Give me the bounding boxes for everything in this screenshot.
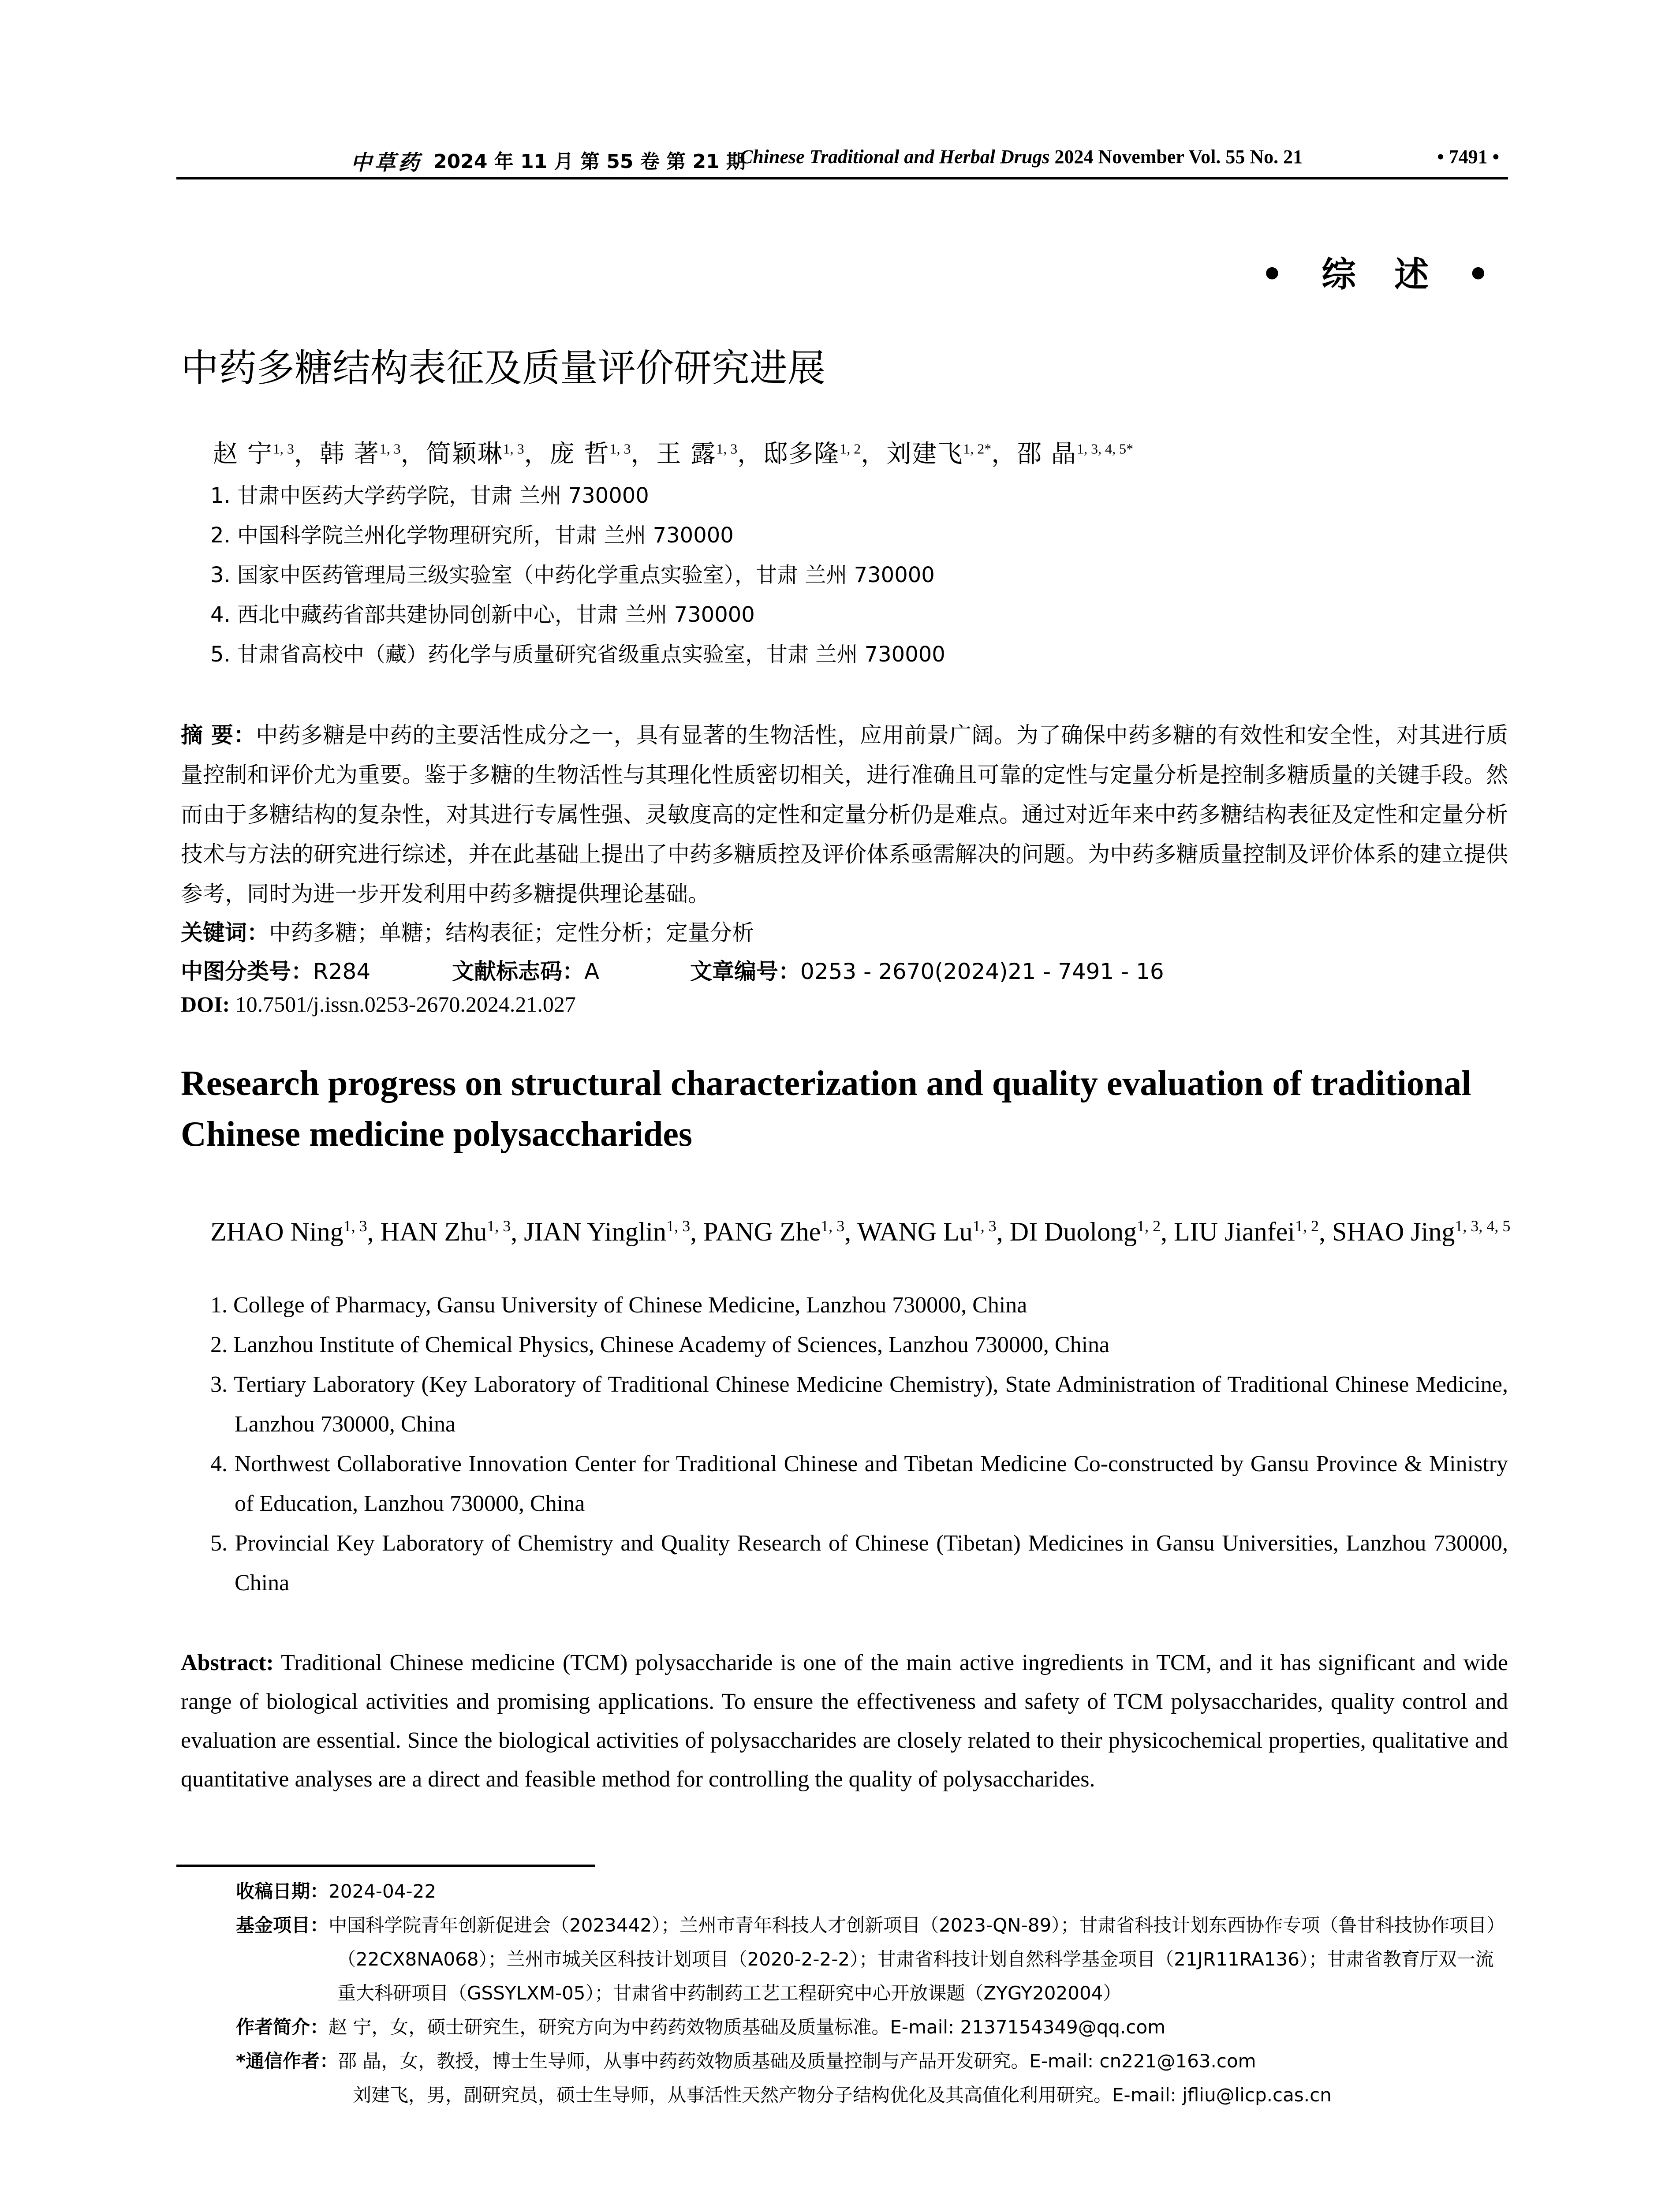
en-author-name: PANG Zhe bbox=[703, 1217, 821, 1246]
affiliation-en-2 bbox=[210, 1325, 1508, 1365]
en-author-affiliation-mark: 1, 2 bbox=[1295, 1217, 1319, 1235]
affiliation-en-5 bbox=[210, 1524, 1508, 1603]
affiliation-en-2-text: 2. Lanzhou Institute of Chemical Physics, Chinese Academy of Sciences, Lanzhou 730000, China bbox=[210, 1332, 1110, 1357]
cn-author-affiliation-mark: 1, 2* bbox=[963, 441, 992, 457]
abstract-cn bbox=[181, 715, 1508, 914]
footnote-funding bbox=[236, 1908, 1508, 2010]
affiliation-en-3 bbox=[210, 1365, 1508, 1444]
running-header bbox=[176, 142, 1499, 177]
en-author-name: SHAO Jing bbox=[1332, 1217, 1455, 1246]
en-author-name: JIAN Yinglin bbox=[524, 1217, 667, 1246]
footnote-corresponding bbox=[236, 2044, 1508, 2078]
received-date: 2024-04-22 bbox=[329, 1880, 437, 1902]
affiliation-cn-1: 1. 甘肃中医药大学药学院，甘肃 兰州 730000 bbox=[210, 483, 649, 508]
affiliation-en-4 bbox=[210, 1444, 1508, 1524]
footnote-corresponding-2: 刘建飞，男，副研究员，硕士生导师，从事活性天然产物分子结构优化及其高值化利用研究。E-mail: jfliu@licp.cas.cn bbox=[353, 2084, 1332, 2106]
article-no-value: 0253 - 2670(2024)21 - 7491 - 16 bbox=[800, 959, 1164, 984]
journal-name-en: Chinese Traditional and Herbal Drugs bbox=[740, 146, 1050, 168]
abstract-cn-label: 摘 要： bbox=[181, 722, 256, 748]
en-author-affiliation-mark: 1, 3 bbox=[343, 1217, 367, 1235]
en-author-affiliation-mark: 1, 2 bbox=[1137, 1217, 1161, 1235]
page-number: • 7491 • bbox=[1437, 146, 1499, 168]
en-author-name: WANG Lu bbox=[857, 1217, 973, 1246]
en-author-name: HAN Zhu bbox=[380, 1217, 487, 1246]
classification-line bbox=[181, 954, 1164, 986]
received-label: 收稿日期： bbox=[236, 1880, 329, 1902]
keywords-cn bbox=[181, 915, 754, 947]
cn-author-affiliation-mark: 1, 3, 4, 5* bbox=[1077, 441, 1134, 457]
affiliation-en-1-text: 1. College of Pharmacy, Gansu University of Chinese Medicine, Lanzhou 730000, China bbox=[210, 1293, 1027, 1318]
footnote-author-bio bbox=[236, 2010, 1508, 2044]
authors-en: ZHAO Ning$^{1, 3}$, HAN Zhu$^{1, 3}$, JIAN Yinglin$^{1, 3}$, PANG Zhe$^{1, 3}$, WANG Lu$^{1, 3}$, DI Duolong$^{1, 2}$, LIU Jianfei$^{1, 2}$, SHAO Jing$^{1, 3, 4, 5}$ bbox=[210, 1217, 1511, 1246]
clc-label: 中图分类号： bbox=[181, 959, 313, 984]
cn-author-affiliation-mark: 1, 3 bbox=[379, 441, 401, 457]
funding-label: 基金项目： bbox=[236, 1914, 329, 1936]
doi-line bbox=[181, 991, 576, 1017]
affiliation-en-5-text: 5. Provincial Key Laboratory of Chemistry and Quality Research of Chinese (Tibetan) Medicines in Gansu Universities, Lanzhou 730000, China bbox=[210, 1531, 1508, 1596]
cn-author-affiliation-mark: 1, 3 bbox=[716, 441, 738, 457]
doc-code-value: A bbox=[584, 959, 600, 984]
affiliation-cn-2: 2. 中国科学院兰州化学物理研究所，甘肃 兰州 730000 bbox=[210, 523, 734, 548]
issue-number-en: 2024 November Vol. 55 No. 21 bbox=[1054, 146, 1303, 168]
en-author-affiliation-mark: 1, 3 bbox=[487, 1217, 511, 1235]
doc-code-label: 文献标志码： bbox=[452, 959, 584, 984]
cn-author-name: 王 露 bbox=[656, 440, 717, 468]
affiliation-en-4-text: 4. Northwest Collaborative Innovation Center for Traditional Chinese and Tibetan Medicine Co-constructed by Gansu Province & Ministry of Education, Lanzhou 730000, China bbox=[210, 1451, 1508, 1516]
corresponding-text-1: 邵 晶，女，教授，博士生导师，从事中药药效物质基础及质量控制与产品开发研究。E-mail: cn221@163.com bbox=[338, 2050, 1256, 2072]
title-cn: 中药多糖结构表征及质量评价研究进展 bbox=[181, 346, 825, 390]
cn-author-affiliation-mark: 1, 3 bbox=[273, 441, 294, 457]
article-no-label: 文章编号： bbox=[690, 959, 800, 984]
authors-cn: 赵 宁$^{1, 3}$，韩 著$^{1, 3}$，简颖琳$^{1, 3}$，庞 哲$^{1, 3}$，王 露$^{1, 3}$，邸多隆$^{1, 2}$，刘建飞$^{1, 2*}$，邵 晶$^{1, 3, 4, 5*}$ bbox=[213, 440, 1134, 468]
en-author-affiliation-mark: 1, 3 bbox=[972, 1217, 997, 1235]
header-rule bbox=[176, 177, 1508, 179]
clc-value: R284 bbox=[313, 959, 371, 984]
keywords-cn-label: 关键词： bbox=[181, 920, 269, 946]
section-tag: • 综 述 • bbox=[1261, 255, 1503, 295]
cn-author-affiliation-mark: 1, 3 bbox=[503, 441, 524, 457]
en-author-name: DI Duolong bbox=[1009, 1217, 1137, 1246]
doi-value: 10.7501/j.issn.0253-2670.2024.21.027 bbox=[235, 992, 576, 1017]
affiliation-en-1 bbox=[210, 1286, 1508, 1325]
cn-author-name: 刘建飞 bbox=[886, 440, 963, 468]
en-author-name: LIU Jianfei bbox=[1174, 1217, 1295, 1246]
abstract-cn-text: 中药多糖是中药的主要活性成分之一，具有显著的生物活性，应用前景广阔。为了确保中药多糖的有效性和安全性，对其进行质量控制和评价尤为重要。鉴于多糖的生物活性与其理化性质密切相关，进行准确且可靠的定性与定量分析是控制多糖质量的关键手段。然而由于多糖结构的复杂性，对其进行专属性强、灵敏度高的定性和定量分析仍是难点。通过对近年来中药多糖结构表征及定性和定量分析技术与方法的研究进行综述，并在此基础上提出了中药多糖质控及评价体系亟需解决的问题。为中药多糖质量控制及评价体系的建立提供参考，同时为进一步开发利用中药多糖提供理论基础。 bbox=[181, 722, 1508, 907]
abstract-en bbox=[181, 1644, 1508, 1799]
cn-author-name: 赵 宁 bbox=[213, 440, 273, 468]
cn-author-name: 邵 晶 bbox=[1017, 440, 1077, 468]
keywords-cn-text: 中药多糖；单糖；结构表征；定性分析；定量分析 bbox=[269, 920, 754, 946]
issue-info-cn: 2024 年 11 月 第 55 卷 第 21 期 bbox=[433, 150, 746, 173]
abstract-en-text: Traditional Chinese medicine (TCM) polysaccharide is one of the main active ingredients in TCM, and it has significant and wide range of biological activities and promising applications. To ensure the effectiveness and safety of TCM polysaccharides, quality control and evaluation are essential. Since the biological activities of polysaccharides are closely related to their physicochemical properties, qualitative and quantitative analyses are a direct and feasible method for controlling the quality of polysaccharides. bbox=[181, 1650, 1508, 1792]
en-author-affiliation-mark: 1, 3 bbox=[821, 1217, 845, 1235]
author-bio-text: 赵 宁，女，硕士研究生，研究方向为中药药效物质基础及质量标准。E-mail: 2137154349@qq.com bbox=[329, 2016, 1166, 2038]
affiliation-cn-4: 4. 西北中藏药省部共建协同创新中心，甘肃 兰州 730000 bbox=[210, 602, 755, 627]
footnote-received bbox=[236, 1874, 1508, 1908]
title-en: Research progress on structural characterization and quality evaluation of traditional Chinese medicine polysaccharides bbox=[181, 1064, 1471, 1154]
cn-author-name: 简颖琳 bbox=[426, 440, 503, 468]
cn-author-name: 邸多隆 bbox=[763, 440, 840, 468]
affiliation-cn-5: 5. 甘肃省高校中（藏）药化学与质量研究省级重点实验室，甘肃 兰州 730000 bbox=[210, 642, 945, 667]
affiliation-en-3-text: 3. Tertiary Laboratory (Key Laboratory of Traditional Chinese Medicine Chemistry), State Administration of Traditional Chinese Medicine, Lanzhou 730000, China bbox=[210, 1372, 1508, 1437]
corresponding-label: *通信作者： bbox=[236, 2050, 338, 2072]
en-author-affiliation-mark: 1, 3, 4, 5 bbox=[1455, 1217, 1511, 1235]
footnote-rule bbox=[176, 1865, 595, 1867]
en-author-name: ZHAO Ning bbox=[210, 1217, 343, 1246]
en-author-affiliation-mark: 1, 3 bbox=[666, 1217, 691, 1235]
cn-author-name: 韩 著 bbox=[319, 440, 380, 468]
abstract-en-label: Abstract: bbox=[181, 1650, 274, 1675]
funding-text: 中国科学院青年创新促进会（2023442）；兰州市青年科技人才创新项目（2023-QN-89）；甘肃省科技计划东西协作专项（鲁甘科技协作项目）（22CX8NA068）；兰州市城关区科技计划项目（2020-2-2-2）；甘肃省科技计划自然科学基金项目（21JR11RA136）；甘肃省教育厅双一流重大科研项目（GSSYLXM-05）；甘肃省中药制药工艺工程研究中心开放课题（ZYGY202004） bbox=[329, 1914, 1505, 2004]
cn-author-affiliation-mark: 1, 2 bbox=[840, 441, 861, 457]
journal-name-cn: 中草药 bbox=[351, 150, 422, 175]
cn-author-name: 庞 哲 bbox=[549, 440, 610, 468]
author-bio-label: 作者简介： bbox=[236, 2016, 329, 2038]
doi-label: DOI: bbox=[181, 992, 230, 1017]
affiliation-cn-3: 3. 国家中医药管理局三级实验室（中药化学重点实验室），甘肃 兰州 730000 bbox=[210, 563, 935, 587]
cn-author-affiliation-mark: 1, 3 bbox=[609, 441, 631, 457]
issue-info-en bbox=[740, 146, 1303, 168]
